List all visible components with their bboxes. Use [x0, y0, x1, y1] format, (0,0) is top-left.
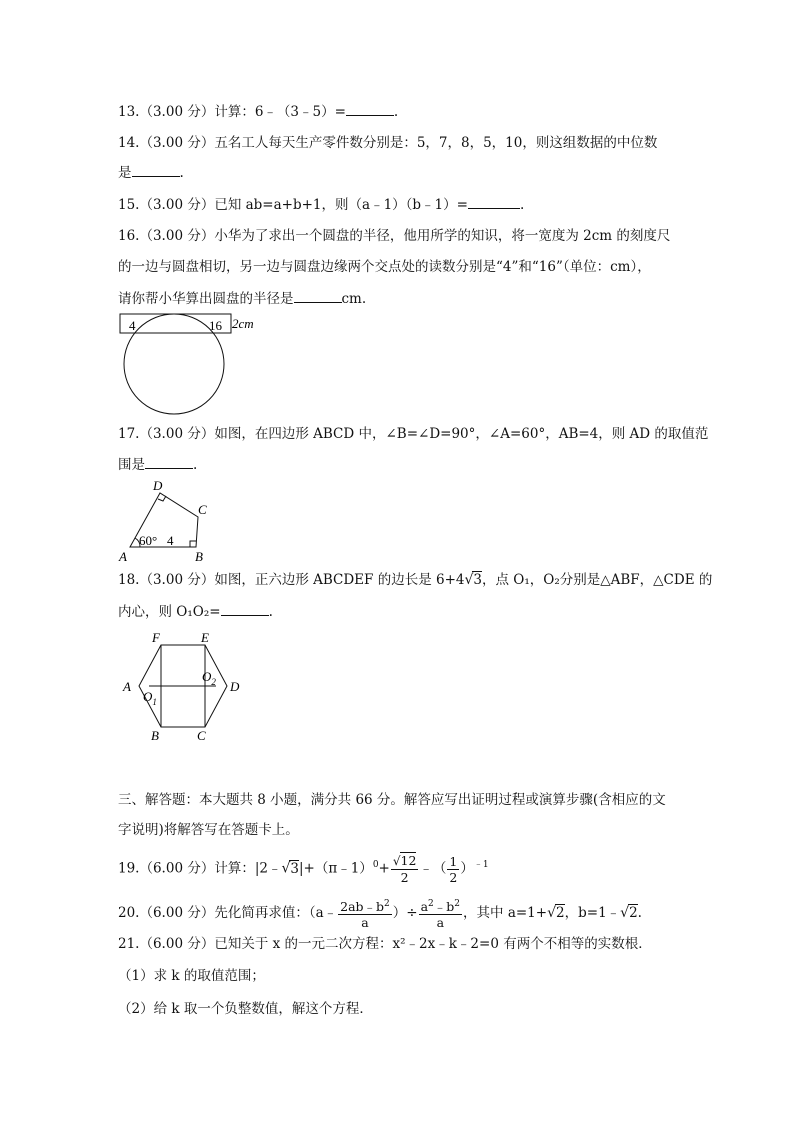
- question-18-line2: [118, 603, 273, 621]
- q16-suffix: cm.: [341, 291, 367, 307]
- label-O1: $O_1$: [143, 689, 157, 707]
- hexagon-figure: [118, 630, 248, 748]
- exponent: 2: [454, 899, 461, 909]
- q14-prefix: 是: [118, 165, 132, 181]
- question-19: [118, 853, 489, 885]
- exponent-zero: 0: [372, 860, 379, 870]
- q13-suffix: .: [393, 104, 399, 120]
- q20-prefix: 20.（6.00 分）先化简再求值：（a﹣: [118, 905, 338, 922]
- q19-mid: |+（π﹣1）: [298, 860, 373, 877]
- fraction-1: [338, 897, 392, 930]
- ruler-circle-figure: [110, 308, 270, 420]
- sqrt-sign: √: [547, 905, 557, 922]
- label-A: A: [123, 679, 131, 694]
- fraction-sqrt12-over-2: $\frac{√12}{2}$: [392, 853, 417, 885]
- question-17-line2: [118, 456, 197, 474]
- q18-suffix-text: ，点 O₁，O₂分别是△ABF，△CDE 的: [482, 572, 713, 588]
- numerator: 2ab﹣b: [340, 899, 385, 915]
- numerator-b: ﹣b: [433, 899, 455, 915]
- fraction-2: [419, 897, 462, 930]
- exponent-neg-one: ﹣1: [473, 860, 489, 870]
- ruler-left-reading: 4: [129, 318, 136, 333]
- question-13: [118, 103, 398, 121]
- ruler-right-reading: 16: [209, 318, 222, 333]
- question-18-line1: [118, 571, 712, 589]
- answer-blank: [132, 164, 180, 177]
- right-angle-B: [190, 541, 196, 547]
- sqrt-sign: √: [464, 572, 474, 588]
- sqrt-sign: √: [620, 905, 630, 922]
- angle-label: 60°: [139, 533, 158, 548]
- q18-line2-suffix: .: [268, 604, 273, 620]
- numerator: 1: [449, 853, 458, 869]
- sqrt-sign: √: [281, 860, 291, 877]
- quadrilateral-figure: [115, 475, 225, 567]
- q20-end: .: [637, 905, 642, 922]
- side-label: 4: [167, 533, 174, 548]
- answer-blank: [145, 456, 193, 469]
- q15-text: 15.（3.00 分）已知 ab=a+b+1，则（a﹣1）（b﹣1）=: [118, 197, 468, 213]
- question-14-line2: [118, 164, 184, 182]
- label-A: A: [119, 549, 127, 564]
- radicand: 2: [629, 905, 638, 922]
- question-21-line1: 21.（6.00 分）已知关于 x 的一元二次方程：x²﹣2x﹣k﹣2=0 有两个不相等的实数根．: [118, 936, 652, 952]
- answer-blank: [221, 603, 269, 616]
- label-C: C: [197, 728, 206, 743]
- exponent: 2: [384, 899, 390, 909]
- denominator: 2: [400, 870, 409, 885]
- label-F: F: [152, 630, 160, 645]
- exponent: 2: [428, 899, 434, 909]
- question-17-line1: 17.（3.00 分）如图，在四边形 ABCD 中，∠B=∠D=90°，∠A=60°，AB=4，则 AD 的取值范: [118, 426, 709, 442]
- q16-prefix: 请你帮小华算出圆盘的半径是: [118, 291, 294, 307]
- label-E: E: [201, 630, 209, 645]
- q17-suffix: .: [193, 457, 198, 473]
- q20-where: ，其中 a=1+: [463, 905, 548, 922]
- right-angle-D: [158, 496, 166, 501]
- denominator: a: [361, 915, 369, 931]
- radicand: 12: [400, 853, 417, 868]
- label-O2: $O_2$: [202, 669, 216, 687]
- q13-text: 13.（3.00 分）计算：6﹣（3﹣5）=: [118, 104, 346, 120]
- label-B: B: [195, 549, 203, 564]
- question-16-line3: [118, 290, 366, 308]
- answer-blank: [294, 290, 342, 303]
- fraction-half: [447, 854, 459, 885]
- ruler-width-label: 2cm: [232, 316, 254, 331]
- label-D: D: [230, 679, 240, 694]
- section-3-line2: 字说明)将解答写在答题卡上。: [118, 822, 299, 838]
- question-21-sub2: （2）给 k 取一个负整数值，解这个方程．: [118, 1001, 373, 1017]
- radicand: 3: [290, 860, 299, 877]
- q18-prefix: 18.（3.00 分）如图，正六边形 ABCDEF 的边长是 6+4: [118, 572, 465, 588]
- q19-close: ）: [460, 860, 474, 877]
- question-16-line1: 16.（3.00 分）小华为了求出一个圆盘的半径，他用所学的知识，将一宽度为 2cm 的刻度尺: [118, 228, 671, 244]
- q20-sep: ，b=1﹣: [564, 905, 621, 922]
- radicand: 3: [473, 572, 482, 588]
- denominator: 2: [449, 869, 458, 885]
- question-20: [118, 897, 642, 930]
- denominator: a: [436, 915, 445, 931]
- q18-line2-prefix: 内心，则 O₁O₂=: [118, 604, 221, 620]
- q15-suffix: .: [519, 197, 525, 213]
- numerator-a: a: [420, 899, 429, 915]
- q17-prefix: 围是: [118, 457, 145, 473]
- label-B: B: [151, 728, 159, 743]
- label-C: C: [198, 502, 207, 517]
- q20-div: ）÷: [392, 905, 418, 922]
- q19-minus: ﹣（: [419, 860, 447, 877]
- label-D: D: [153, 478, 163, 493]
- plus-sign: +: [378, 860, 390, 877]
- question-14-line1: 14.（3.00 分）五名工人每天生产零件数分别是：5，7，8，5，10，则这组数据的中位数: [118, 135, 658, 151]
- q14-suffix: .: [179, 165, 184, 181]
- radicand: 2: [556, 905, 565, 922]
- q19-prefix: 19.（6.00 分）计算：|2﹣: [118, 860, 282, 877]
- question-21-sub1: （1）求 k 的取值范围；: [118, 968, 265, 984]
- section-3-line1: 三、解答题：本大题共 8 小题，满分共 66 分。解答应写出证明过程或演算步骤(含相应的文: [118, 792, 666, 808]
- answer-blank: [346, 103, 394, 116]
- question-16-line2: 的一边与圆盘相切，另一边与圆盘边缘两个交点处的读数分别是“4”和“16”（单位：cm），: [118, 259, 651, 275]
- question-15: [118, 196, 524, 214]
- answer-blank: [468, 196, 520, 209]
